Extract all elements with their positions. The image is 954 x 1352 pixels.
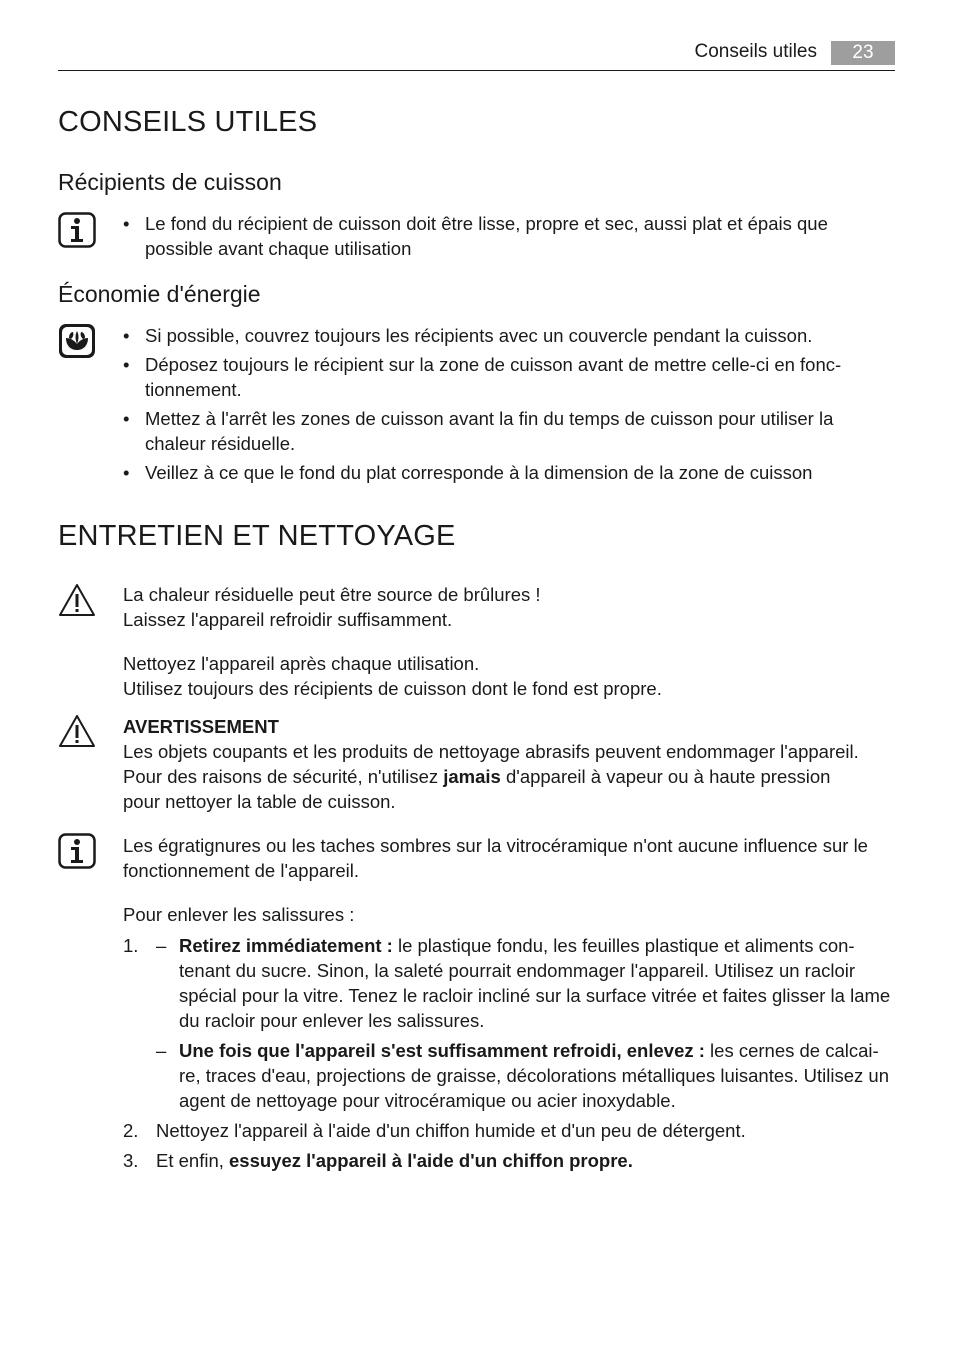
intro-line: Nettoyez l'appareil après chaque utilisation. bbox=[123, 653, 480, 674]
list-item: • Si possible, couvrez toujours les récipients avec un couvercle pendant la cuisson. bbox=[123, 325, 813, 346]
page-number: 23 bbox=[831, 41, 895, 65]
warning-icon bbox=[58, 713, 96, 749]
running-header: Conseils utiles bbox=[694, 41, 817, 62]
warning-line: Pour des raisons de sécurité, n'utilisez jamais d'appareil à vapeur ou à haute pression bbox=[123, 766, 831, 787]
warning-line: pour nettoyer la table de cuisson. bbox=[123, 791, 396, 812]
warning-icon bbox=[58, 582, 96, 618]
step-number: 3. bbox=[123, 1150, 139, 1171]
step-item: 2. Nettoyez l'appareil à l'aide d'un chiffon humide et d'un peu de détergent. bbox=[123, 1120, 746, 1141]
recipients-list bbox=[123, 211, 898, 265]
sub-step: – Retirez immédiatement : le plastique fondu, les feuilles plastique et aliments con- tenant du sucre. Sinon, la saleté pourrait endommager l'appareil. Utilisez un racloir spécial pour la vitre. Tenez le racloir incliné sur la surface vitrée et faites glisser la lame du racloir pour enlever les salissures. bbox=[156, 935, 891, 1031]
warning-residual-heat bbox=[123, 582, 898, 632]
step-item bbox=[123, 933, 898, 1113]
list-item: • Déposez toujours le récipient sur la zone de cuisson avant de mettre celle-ci en fonc- tionnement. bbox=[123, 354, 842, 400]
info-icon bbox=[58, 212, 96, 248]
heading-energie: Économie d'énergie bbox=[58, 281, 261, 307]
list-item: • Mettez à l'arrêt les zones de cuisson avant la fin du temps de cuisson pour utiliser la chaleur résiduelle. bbox=[123, 408, 834, 454]
energie-list bbox=[123, 323, 898, 489]
intro-line: Utilisez toujours des récipients de cuisson dont le fond est propre. bbox=[123, 678, 662, 699]
info-scratches bbox=[123, 833, 898, 883]
step-item: 3. Et enfin, essuyez l'appareil à l'aide d'un chiffon propre. bbox=[123, 1150, 633, 1171]
steps-intro: Pour enlever les salissures : bbox=[123, 904, 355, 925]
header-rule bbox=[58, 70, 895, 71]
cleaning-intro bbox=[123, 651, 898, 701]
step-number: 2. bbox=[123, 1120, 139, 1141]
eco-leaf-icon bbox=[58, 323, 96, 359]
list-item: • Veillez à ce que le fond du plat corresponde à la dimension de la zone de cuisson bbox=[123, 462, 813, 483]
list-item: • Le fond du récipient de cuisson doit être lisse, propre et sec, aussi plat et épais que possible avant chaque utilisation bbox=[123, 213, 828, 259]
warning-title: AVERTISSEMENT bbox=[123, 716, 279, 737]
heading-recipients: Récipients de cuisson bbox=[58, 169, 282, 195]
step-number: 1. bbox=[123, 935, 139, 956]
info-text: Les égratignures ou les taches sombres sur la vitrocéramique n'ont aucune influence sur le fonctionnement de l'appareil. bbox=[123, 835, 868, 881]
warning-line: Laissez l'appareil refroidir suffisamment. bbox=[123, 609, 453, 630]
warning-line: Les objets coupants et les produits de nettoyage abrasifs peuvent endommager l'appareil. bbox=[123, 741, 859, 762]
section-title-entretien: ENTRETIEN ET NETTOYAGE bbox=[58, 520, 456, 552]
section-title-conseils: CONSEILS UTILES bbox=[58, 106, 318, 138]
cleaning-steps bbox=[123, 933, 898, 1178]
warning-avertissement bbox=[123, 714, 898, 814]
sub-step: – Une fois que l'appareil s'est suffisamment refroidi, enlevez : les cernes de calcai- re, traces d'eau, projections de graisse, décolorations métalliques luisantes. Utilisez un agent de nettoyage pour vitrocéramique ou acier inoxydable. bbox=[156, 1040, 889, 1111]
warning-line: La chaleur résiduelle peut être source de brûlures ! bbox=[123, 584, 541, 605]
info-icon bbox=[58, 833, 96, 869]
